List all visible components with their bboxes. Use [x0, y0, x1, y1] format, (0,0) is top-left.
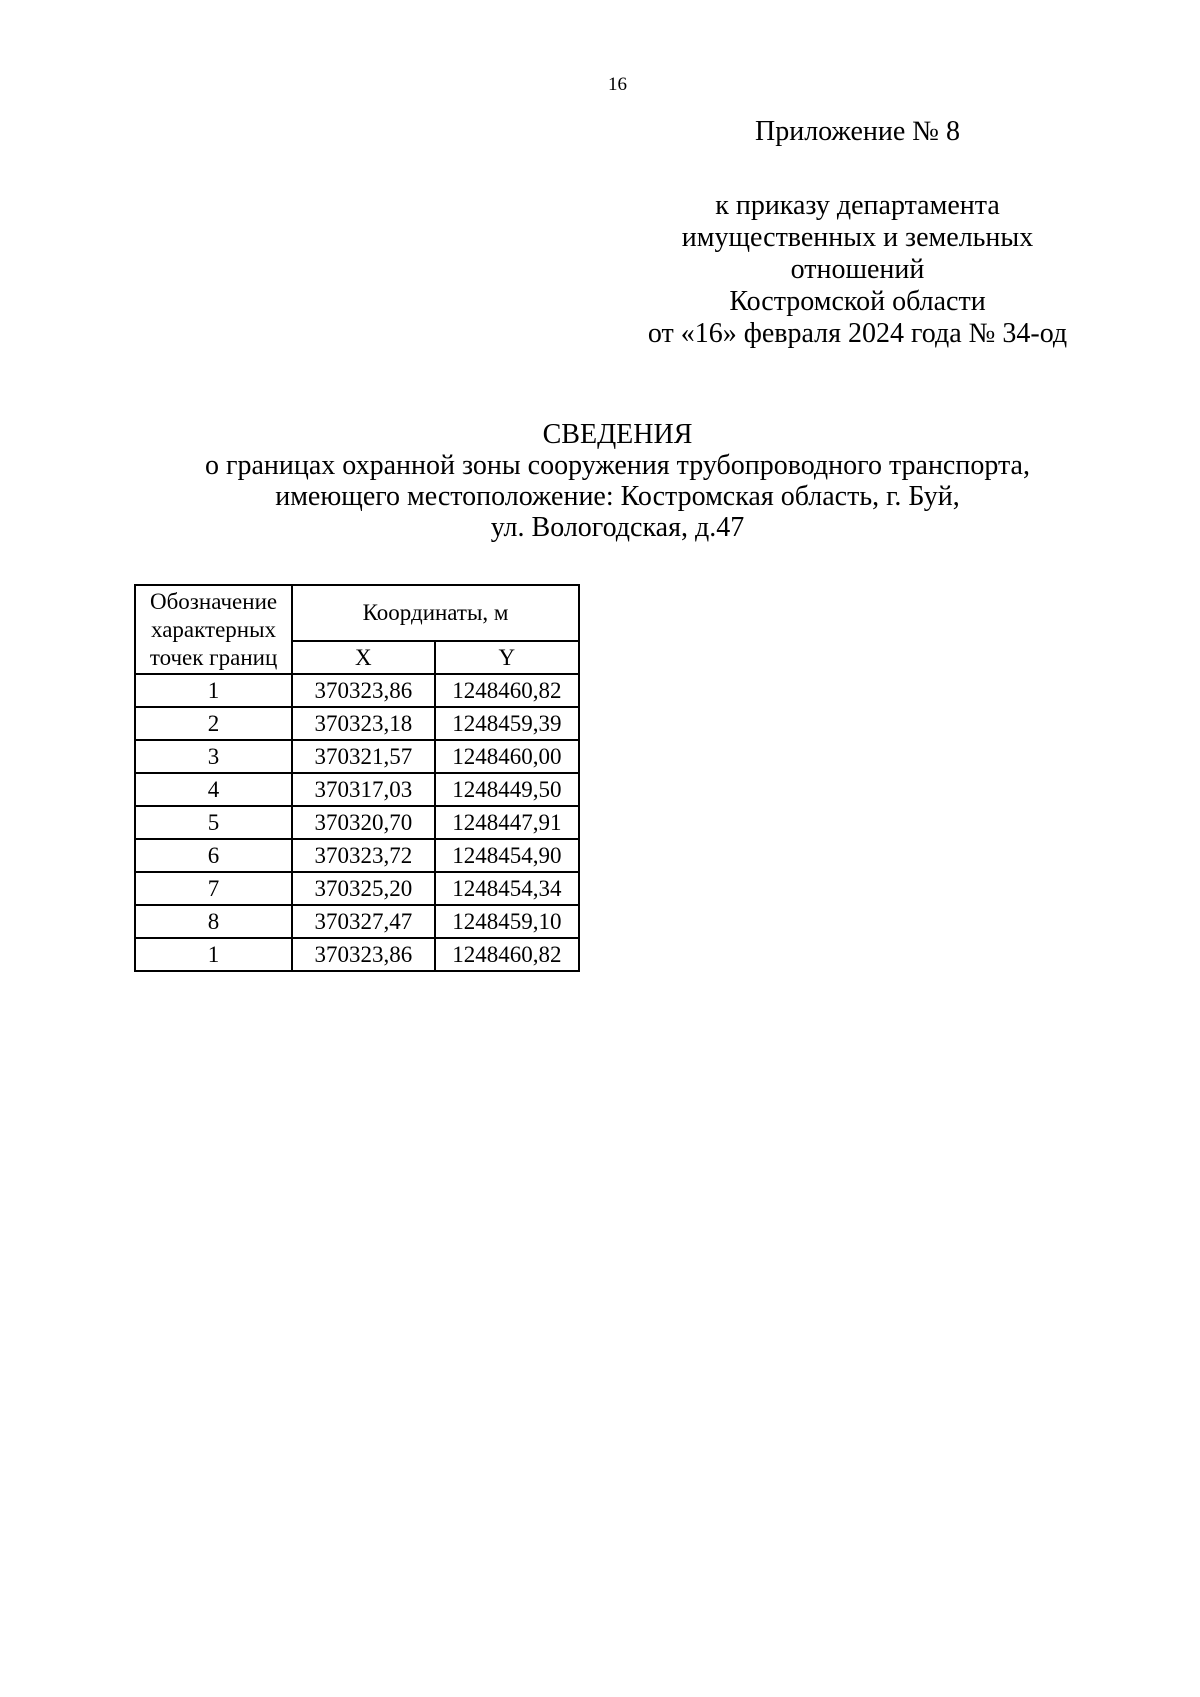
table-row: [135, 806, 579, 839]
x-coordinate-cell: 370327,47: [292, 905, 435, 938]
y-coordinate-cell: 1248459,39: [435, 707, 579, 740]
x-coordinate-cell: 370325,20: [292, 872, 435, 905]
order-ref-line: от «16» февраля 2024 года № 34-од: [647, 318, 1068, 349]
table-row: [135, 740, 579, 773]
table-row: [135, 839, 579, 872]
point-cell: 8: [135, 905, 292, 938]
document-heading: [0, 419, 1200, 543]
y-coordinate-cell: 1248460,82: [435, 674, 579, 707]
coordinates-table: [134, 584, 580, 972]
order-ref-line: отношений: [790, 254, 925, 285]
point-header-line: Обозначение: [149, 588, 278, 614]
page-number: 16: [608, 74, 627, 95]
y-coordinate-cell: 1248447,91: [435, 806, 579, 839]
heading-title: СВЕДЕНИЯ: [542, 419, 693, 450]
x-column-header: X: [292, 641, 435, 674]
point-column-header: [135, 585, 292, 674]
x-coordinate-cell: 370321,57: [292, 740, 435, 773]
point-cell: 3: [135, 740, 292, 773]
y-coordinate-cell: 1248459,10: [435, 905, 579, 938]
point-cell: 6: [135, 839, 292, 872]
table-body: [135, 674, 579, 971]
x-coordinate-cell: 370323,86: [292, 674, 435, 707]
x-coordinate-cell: 370323,18: [292, 707, 435, 740]
y-coordinate-cell: 1248454,90: [435, 839, 579, 872]
order-reference: [620, 190, 1095, 350]
point-header-line: точек границ: [149, 644, 278, 670]
y-column-header: Y: [435, 641, 579, 674]
order-ref-line: Костромской области: [729, 286, 986, 317]
table-row: [135, 872, 579, 905]
x-coordinate-cell: 370323,86: [292, 938, 435, 971]
y-coordinate-cell: 1248460,82: [435, 938, 579, 971]
table-row: [135, 773, 579, 806]
table-row: [135, 707, 579, 740]
point-cell: 5: [135, 806, 292, 839]
table-row: [135, 674, 579, 707]
point-header-line: характерных: [151, 616, 277, 642]
x-coordinate-cell: 370323,72: [292, 839, 435, 872]
heading-subtitle-line: о границах охранной зоны сооружения трубопроводного транспорта,: [205, 450, 1030, 481]
table-row: [135, 905, 579, 938]
appendix-title: Приложение № 8: [755, 116, 960, 147]
heading-subtitle-line: имеющего местоположение: Костромская область, г. Буй,: [275, 481, 960, 512]
x-coordinate-cell: 370317,03: [292, 773, 435, 806]
table-header-row: [135, 585, 579, 641]
order-ref-line: имущественных и земельных: [681, 222, 1034, 253]
x-coordinate-cell: 370320,70: [292, 806, 435, 839]
heading-subtitle-line: ул. Вологодская, д.47: [490, 512, 745, 543]
point-cell: 2: [135, 707, 292, 740]
point-cell: 7: [135, 872, 292, 905]
y-coordinate-cell: 1248449,50: [435, 773, 579, 806]
point-cell: 1: [135, 674, 292, 707]
y-coordinate-cell: 1248460,00: [435, 740, 579, 773]
y-coordinate-cell: 1248454,34: [435, 872, 579, 905]
point-cell: 1: [135, 938, 292, 971]
table-row: [135, 938, 579, 971]
coordinates-header: Координаты, м: [292, 585, 579, 641]
order-ref-line: к приказу департамента: [715, 190, 1000, 221]
point-cell: 4: [135, 773, 292, 806]
